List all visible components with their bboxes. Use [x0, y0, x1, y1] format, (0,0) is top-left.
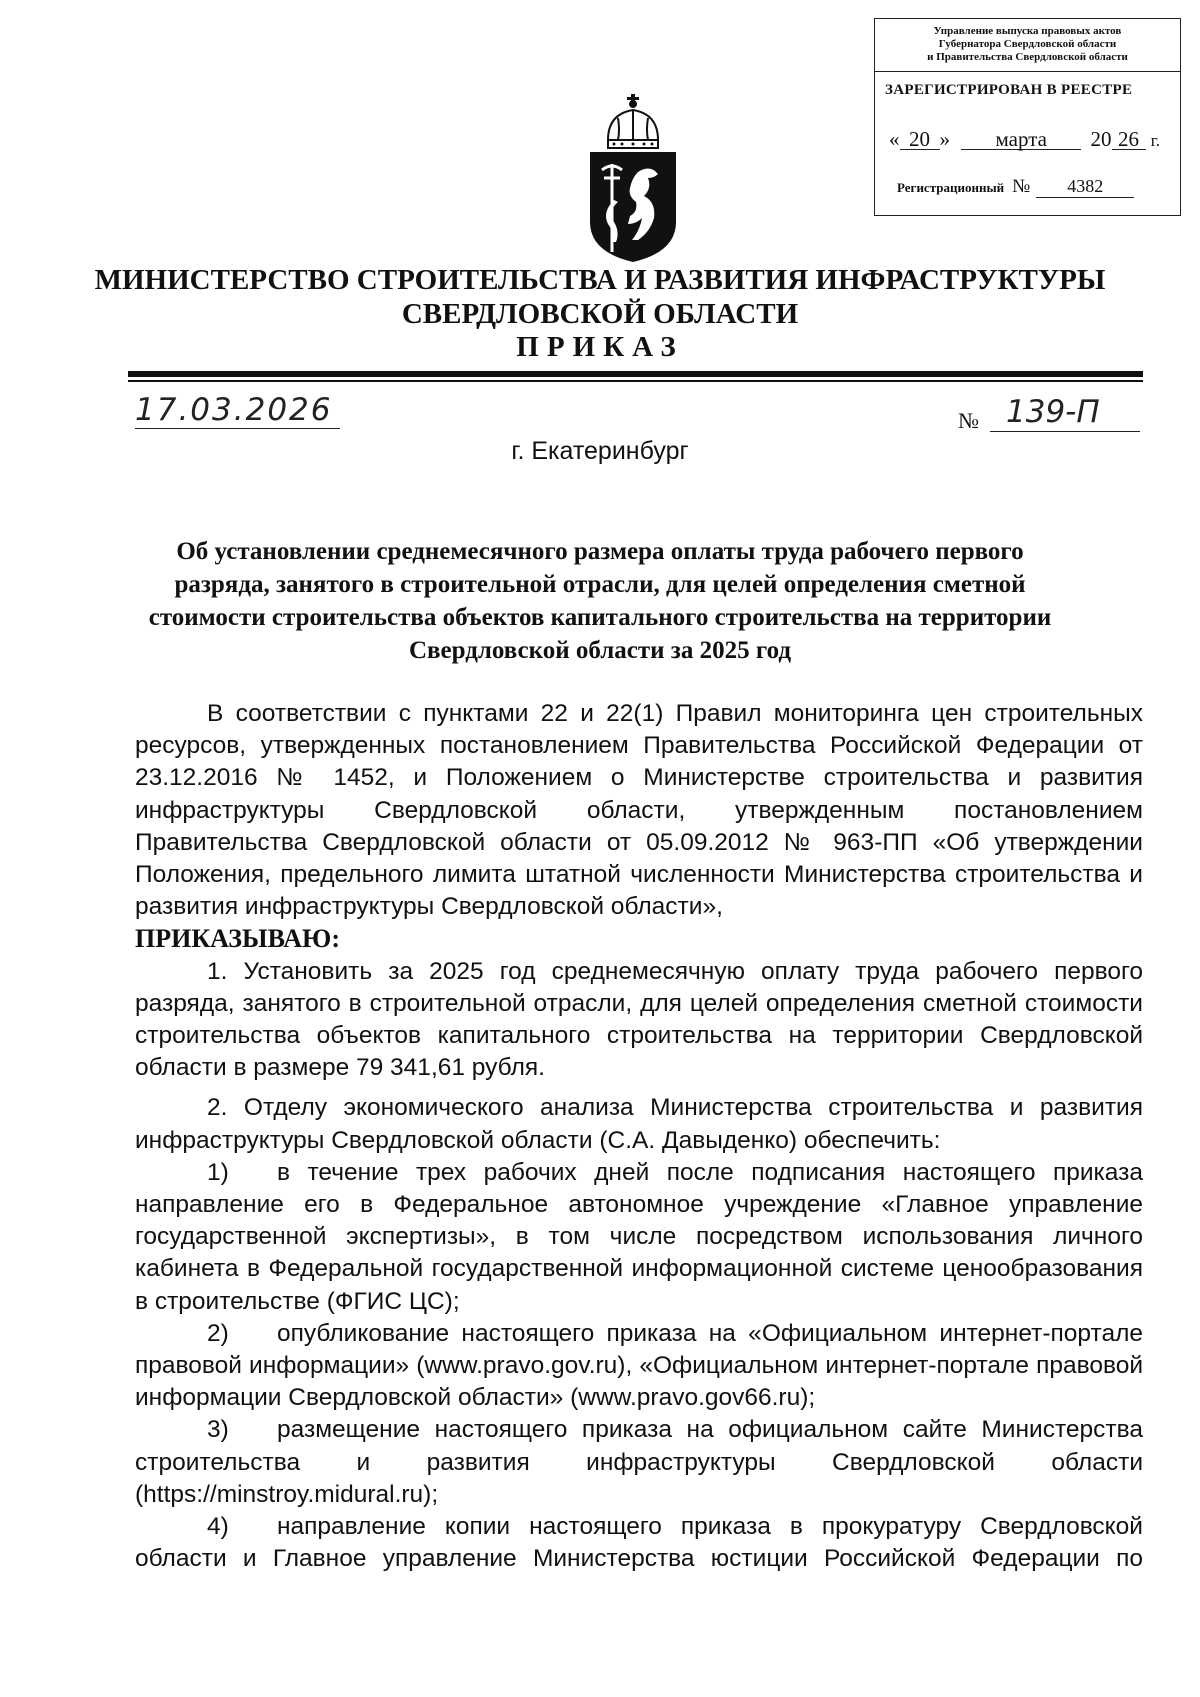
ministry-name-line1: МИНИСТЕРСТВО СТРОИТЕЛЬСТВА И РАЗВИТИЯ ИНФРАСТРУКТУРЫ: [94, 264, 1106, 296]
subitem-4: [135, 1511, 1143, 1575]
coat-of-arms-emblem: [578, 92, 688, 264]
stamp-reg-value: 4382: [1036, 176, 1134, 198]
stamp-no-sign: №: [1012, 176, 1031, 197]
stamp-header: [875, 19, 1180, 72]
ministry-name-line2: СВЕРДЛОВСКОЙ ОБЛАСТИ: [401, 298, 799, 330]
subitem-3: [135, 1414, 1143, 1511]
order-body: [135, 698, 1143, 1575]
subitem-4-number: 4): [207, 1513, 229, 1541]
subitem-1: [135, 1157, 1143, 1318]
stamp-reg-label: Регистрационный: [897, 180, 1005, 195]
document-type-title: ПРИКАЗ: [516, 331, 684, 363]
stamp-header-line: и Правительства Свердловской области: [927, 51, 1128, 63]
command-heading: ПРИКАЗЫВАЮ:: [135, 924, 340, 954]
header-divider-thin: [128, 380, 1143, 382]
stamp-month: марта: [961, 129, 1081, 150]
stamp-date: [889, 127, 1160, 152]
stamp-header-line: Губернатора Свердловской области: [938, 38, 1117, 50]
stamp-year-prefix: 20: [1090, 127, 1112, 151]
order-number-label: №: [958, 408, 979, 433]
stamp-close-quote: »: [939, 127, 950, 151]
stamp-registered-text: ЗАРЕГИСТРИРОВАН В РЕЕСТРЕ: [885, 82, 1133, 98]
stamp-year-suffix: 26: [1112, 129, 1146, 150]
subitem-1-text: в течение трех рабочих дней после подписания настоящего приказа направление его в Федеральное автономное учреждение «Главное управление государственной экспертизы», в том числе посредством использования личного кабинета в Федеральной государственной информационной системе ценообразования в строительстве (ФГИС ЦС);: [135, 1158, 1143, 1315]
stamp-day: 20: [900, 129, 940, 150]
subitem-2-number: 2): [207, 1319, 229, 1347]
order-number-handwritten: 139-П: [990, 393, 1140, 432]
item-1-paragraph: 1. Установить за 2025 год среднемесячную оплату труда рабочего первого разряда, занятого в строительной отрасли, для целей определения сметной стоимости строительства объектов капитального строительства на территории Свердловской области в размере 79 341,61 рубля.: [135, 957, 1143, 1082]
city-name: г. Екатеринбург: [511, 437, 689, 465]
stamp-year-abbr: г.: [1150, 131, 1161, 150]
stamp-header-line: Управление выпуска правовых актов: [933, 25, 1122, 37]
item-2-paragraph: 2. Отделу экономического анализа Министерства строительства и развития инфраструктуры Свердловской области (С.А. Давыденко) обеспечить:: [135, 1094, 1143, 1154]
stamp-reg-number: [897, 176, 1134, 198]
registration-stamp: [874, 18, 1181, 216]
header-divider-thick: [128, 371, 1143, 377]
subitem-1-number: 1): [207, 1158, 229, 1186]
order-title: Об установлении среднемесячного размера оплаты труда рабочего первого разряда, занятого в строительной отрасли, для целей определения сметной стоимости строительства объектов капитального строительства на территории Свердловской области за 2025 год: [148, 538, 1052, 664]
subitem-3-number: 3): [207, 1416, 229, 1444]
subitem-2: [135, 1318, 1143, 1415]
subitem-3-text: размещение настоящего приказа на официальном сайте Министерства строительства и развития инфраструктуры Свердловской области (https://minstroy.midural.ru);: [135, 1416, 1143, 1508]
preamble-paragraph: В соответствии с пунктами 22 и 22(1) Правил мониторинга цен строительных ресурсов, утвержденных постановлением Правительства Российской Федерации от 23.12.2016 № 1452, и Положением о Министерстве строительства и развития инфраструктуры Свердловской области, утвержденным постановлением Правительства Свердловской области от 05.09.2012 № 963-ПП «Об утверждении Положения, предельного лимита штатной численности Министерства строительства и развития инфраструктуры Свердловской области»,: [135, 700, 1143, 921]
subitem-4-text: направление копии настоящего приказа в прокуратуру Свердловской области и Главное управление Министерства юстиции Российской Федерации по: [135, 1513, 1143, 1573]
order-date-handwritten: 17.03.2026: [135, 392, 340, 429]
stamp-open-quote: «: [889, 127, 900, 151]
subitem-2-text: опубликование настоящего приказа на «Официальном интернет-портале правовой информации» (www.pravo.gov.ru), «Официальном интернет-портале правовой информации Свердловской области» (www.pravo.gov66.ru);: [135, 1319, 1143, 1412]
